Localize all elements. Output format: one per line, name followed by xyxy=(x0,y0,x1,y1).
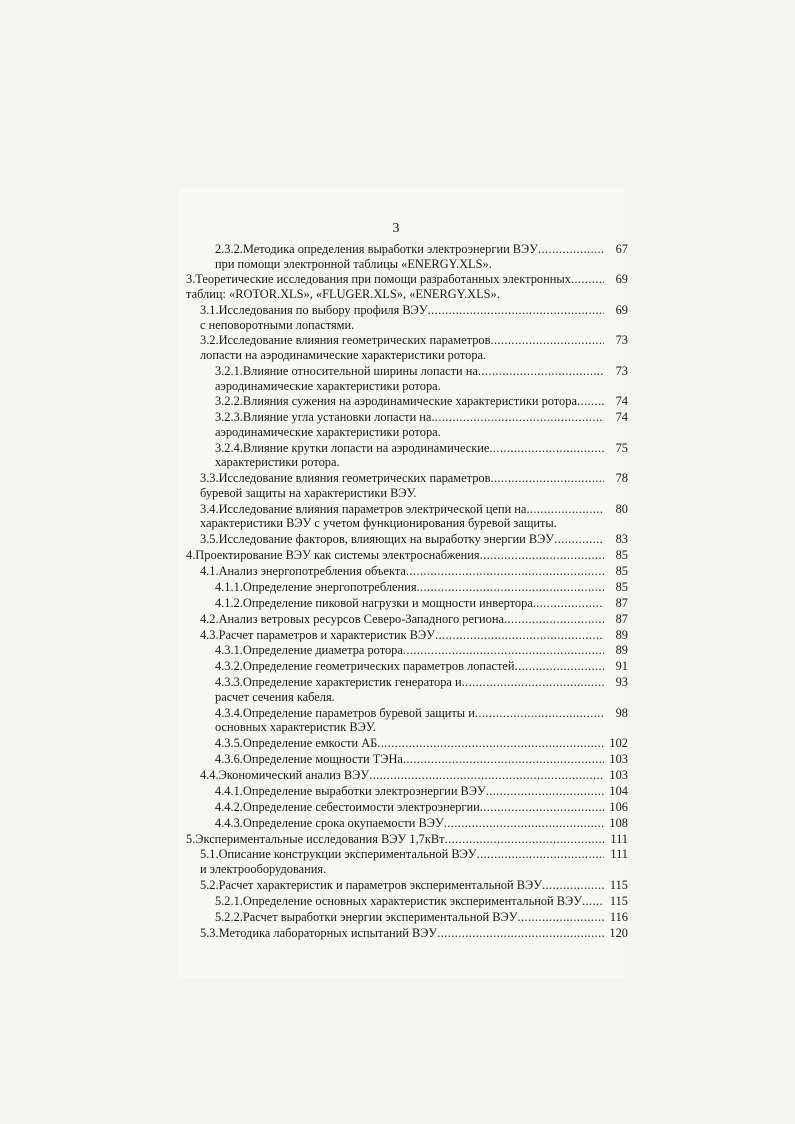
toc-entry-title: Экономический анализ ВЭУ xyxy=(218,768,370,783)
toc-entry-page: 111 xyxy=(610,847,628,862)
toc-entry-line xyxy=(182,706,636,721)
toc-entry xyxy=(182,832,636,847)
dot-leader xyxy=(478,364,604,379)
toc-entry-continuation: расчет сечения кабеля. xyxy=(215,689,335,704)
toc-entry-page: 67 xyxy=(615,242,628,256)
toc-entry-number: 4.3.2. xyxy=(215,659,243,674)
toc-entry-line xyxy=(182,675,636,690)
toc-entry-page: 85 xyxy=(615,564,628,579)
toc-entry-line xyxy=(182,659,636,674)
toc-entry-line xyxy=(182,394,636,409)
dot-leader xyxy=(403,643,604,658)
toc-entry-title: Исследование влияния геометрических параметров xyxy=(218,333,491,348)
dot-leader xyxy=(406,564,604,579)
toc-entry xyxy=(182,752,636,767)
toc-entry xyxy=(182,303,636,332)
toc-entry-line xyxy=(182,612,636,627)
toc-entry-page: 116 xyxy=(609,909,628,924)
dot-leader xyxy=(542,878,604,893)
toc-entry-line xyxy=(182,596,636,611)
toc-entry-page: 120 xyxy=(609,925,628,940)
toc-entry-line xyxy=(182,736,636,751)
toc-entry-line xyxy=(182,532,636,547)
toc-entry-number: 5. xyxy=(186,831,196,846)
toc-entry-title: Методика определения выработки электроэнергии ВЭУ xyxy=(242,242,539,256)
dot-leader xyxy=(533,596,604,611)
toc-entry-number: 4.2. xyxy=(200,611,219,626)
dot-leader xyxy=(582,894,604,909)
toc-entry xyxy=(182,394,636,409)
toc-entry-line xyxy=(182,784,636,799)
toc-entry-continuation: аэродинамические характеристики ротора. xyxy=(215,424,441,439)
toc-entry-number: 3.1. xyxy=(200,302,219,317)
toc-entry-page: 80 xyxy=(615,501,628,516)
toc-entry-line xyxy=(182,816,636,831)
dot-leader xyxy=(437,926,604,941)
dot-leader xyxy=(571,272,604,287)
toc-entry-continuation: основных характеристик ВЭУ. xyxy=(215,720,376,735)
toc-entry-line xyxy=(182,364,636,379)
toc-entry-continuation: аэродинамические характеристики ротора. xyxy=(215,378,441,393)
toc-entry-line xyxy=(182,878,636,893)
toc-entry-title: Исследование влияния параметров электрической цепи на xyxy=(218,501,527,516)
toc-entry-number: 3.2. xyxy=(200,333,219,348)
dot-leader xyxy=(517,910,604,925)
toc-entry-line xyxy=(182,752,636,767)
dot-leader xyxy=(444,816,604,831)
toc-entry-page: 89 xyxy=(615,643,628,658)
dot-leader xyxy=(490,471,604,486)
toc-entry-page: 115 xyxy=(609,893,628,908)
toc-entry-number: 5.2.2. xyxy=(215,909,243,924)
toc-entry xyxy=(182,784,636,799)
toc-entry-number: 3.4. xyxy=(200,501,219,516)
toc-entry-page: 74 xyxy=(615,410,628,425)
toc-entry-page: 69 xyxy=(615,302,628,317)
toc-entry-number: 5.2. xyxy=(200,877,219,892)
toc-entry-page: 85 xyxy=(615,579,628,594)
toc-entry xyxy=(182,548,636,563)
toc-entry-title: Определение характеристик генератора и xyxy=(242,675,462,690)
toc-entry-title: Определение пиковой нагрузки и мощности инвертора xyxy=(242,595,533,610)
toc-entry-title: Определение мощности ТЭНа xyxy=(242,752,403,767)
toc-entry-number: 3. xyxy=(186,272,196,287)
dot-leader xyxy=(445,832,604,847)
toc-entry-title: Расчет выработки энергии экспериментальной ВЭУ xyxy=(242,909,518,924)
dot-leader xyxy=(504,612,604,627)
toc-entry-number: 4.3.3. xyxy=(215,675,243,690)
dot-leader xyxy=(486,784,604,799)
toc-entry xyxy=(182,659,636,674)
toc-entry-title: Исследование влияния геометрических параметров xyxy=(218,471,491,486)
toc-entry xyxy=(182,643,636,658)
dot-leader xyxy=(435,628,604,643)
toc-entry-line xyxy=(182,643,636,658)
toc-entry-page: 115 xyxy=(609,877,628,892)
toc-entry-number: 3.2.3. xyxy=(215,410,243,425)
toc-entry xyxy=(182,596,636,611)
toc-entry-line xyxy=(182,800,636,815)
toc-entry-number: 4. xyxy=(186,548,196,563)
toc-entry-title: Определение емкости АБ xyxy=(242,736,378,751)
toc-entry-line xyxy=(182,303,636,318)
toc-entry-page: 106 xyxy=(609,799,628,814)
dot-leader xyxy=(403,752,604,767)
toc-entry xyxy=(182,612,636,627)
toc-entry xyxy=(182,272,636,301)
toc-entry xyxy=(182,847,636,876)
toc-entry xyxy=(182,910,636,925)
toc-entry-page: 85 xyxy=(615,548,628,563)
toc-entry-title: Определение энергопотребления xyxy=(242,579,417,594)
toc-entry-number: 5.2.1. xyxy=(215,893,243,908)
toc-entry-title: Исследования по выбору профиля ВЭУ xyxy=(218,302,428,317)
toc-entry-line xyxy=(182,548,636,563)
toc-entry-page: 103 xyxy=(609,752,628,767)
toc-entry-number: 5.1. xyxy=(200,847,219,862)
toc-entry-title: Влияние крутки лопасти на аэродинамические xyxy=(242,440,490,455)
dot-leader xyxy=(515,659,604,674)
dot-leader xyxy=(526,502,604,517)
toc-entry xyxy=(182,768,636,783)
toc-entry xyxy=(182,242,636,271)
toc-entry-line xyxy=(182,333,636,348)
toc-entry-continuation: характеристики ротора. xyxy=(215,455,340,470)
toc-entry-line xyxy=(182,502,636,517)
toc-entry-line xyxy=(182,926,636,941)
toc-entry xyxy=(182,410,636,439)
toc-entry-title: Определение основных характеристик экспериментальной ВЭУ xyxy=(242,893,582,908)
toc-entry-number: 3.2.1. xyxy=(215,363,243,378)
toc-entry-number: 5.3. xyxy=(200,925,219,940)
toc-entry-page: 104 xyxy=(609,783,628,798)
toc-entry-number: 4.3. xyxy=(200,627,219,642)
toc-entry-line xyxy=(182,242,636,257)
dot-leader xyxy=(428,303,604,318)
toc-entry-page: 87 xyxy=(615,595,628,610)
toc-entry-page: 73 xyxy=(615,363,628,378)
toc-entry-title: Расчет параметров и характеристик ВЭУ xyxy=(218,627,435,642)
toc-entry-title: Теоретические исследования при помощи разработанных электронных xyxy=(195,272,571,287)
toc-entry xyxy=(182,800,636,815)
toc-entry-number: 3.5. xyxy=(200,532,219,547)
toc-entry-title: Описание конструкции экспериментальной ВЭУ xyxy=(218,847,477,862)
toc-entry xyxy=(182,364,636,393)
toc-entry-line xyxy=(182,441,636,456)
toc-entry-line xyxy=(182,910,636,925)
toc-entry-page: 74 xyxy=(615,394,628,409)
toc-entry-page: 87 xyxy=(615,611,628,626)
toc-entry-continuation: и электрооборудования. xyxy=(200,862,327,877)
toc-entry-number: 4.4. xyxy=(200,768,219,783)
toc-entry-page: 69 xyxy=(615,272,628,287)
toc-entry-page: 78 xyxy=(615,471,628,486)
toc-entry-line xyxy=(182,580,636,595)
toc-entry-number: 4.1. xyxy=(200,564,219,579)
dot-leader xyxy=(477,847,604,862)
toc-entry-page: 91 xyxy=(615,659,628,674)
toc-entry-title: Проектирование ВЭУ как системы электроснабжения xyxy=(195,548,480,563)
dot-leader xyxy=(554,532,604,547)
toc-entry-number: 2.3.2. xyxy=(215,242,243,256)
toc-entry-continuation: характеристики ВЭУ с учетом функционирования буревой защиты. xyxy=(200,516,557,531)
toc-entry xyxy=(182,532,636,547)
toc-entry-page: 111 xyxy=(610,831,628,846)
toc-entry-title: Определение диаметра ротора xyxy=(242,643,403,658)
toc-entry-title: Анализ ветровых ресурсов Северо-Западного региона xyxy=(218,611,504,626)
toc-entry xyxy=(182,706,636,735)
toc-entry-page: 93 xyxy=(615,675,628,690)
toc-entry-number: 3.2.2. xyxy=(215,394,243,409)
dot-leader xyxy=(538,242,604,257)
toc-entry-page: 73 xyxy=(615,333,628,348)
toc-entry-number: 4.3.6. xyxy=(215,752,243,767)
toc-entry xyxy=(182,675,636,704)
toc-entry-page: 103 xyxy=(609,768,628,783)
table-of-contents xyxy=(182,242,636,942)
toc-entry xyxy=(182,736,636,751)
toc-entry-title: Экспериментальные исследования ВЭУ 1,7кВт xyxy=(195,831,445,846)
toc-entry xyxy=(182,926,636,941)
dot-leader xyxy=(490,333,604,348)
toc-entry-number: 4.4.2. xyxy=(215,799,243,814)
toc-entry-title: Анализ энергопотребления объекта xyxy=(218,564,406,579)
toc-entry-page: 98 xyxy=(615,705,628,720)
toc-entry-page: 75 xyxy=(615,440,628,455)
toc-entry-title: Определение геометрических параметров лопастей xyxy=(242,659,515,674)
toc-entry-title: Влияние относительной ширины лопасти на xyxy=(242,363,478,378)
toc-entry xyxy=(182,580,636,595)
toc-entry xyxy=(182,878,636,893)
dot-leader xyxy=(480,800,604,815)
toc-entry xyxy=(182,564,636,579)
dot-leader xyxy=(475,706,604,721)
toc-entry-line xyxy=(182,471,636,486)
toc-entry-page: 102 xyxy=(609,736,628,751)
dot-leader xyxy=(480,548,604,563)
dot-leader xyxy=(462,675,604,690)
toc-entry-title: Определение выработки электроэнергии ВЭУ xyxy=(242,783,486,798)
toc-entry-number: 4.3.5. xyxy=(215,736,243,751)
toc-entry-title: Влияния сужения на аэродинамические характеристики ротора xyxy=(242,394,577,409)
dot-leader xyxy=(577,394,604,409)
toc-entry-title: Исследование факторов, влияющих на выработку энергии ВЭУ xyxy=(218,532,555,547)
toc-entry-title: Определение параметров буревой защиты и xyxy=(242,705,475,720)
toc-entry xyxy=(182,816,636,831)
toc-entry-title: Определение себестоимости электроэнергии xyxy=(242,799,480,814)
toc-entry-line xyxy=(182,894,636,909)
toc-entry-title: Определение срока окупаемости ВЭУ xyxy=(242,815,444,830)
toc-entry-line xyxy=(182,768,636,783)
toc-entry-continuation: при помощи электронной таблицы «ENERGY.XLS». xyxy=(215,256,492,271)
toc-entry-continuation: буревой защиты на характеристики ВЭУ. xyxy=(200,485,417,500)
toc-entry xyxy=(182,333,636,362)
toc-entry-title: Влияние угла установки лопасти на xyxy=(242,410,432,425)
toc-entry xyxy=(182,628,636,643)
toc-entry-number: 3.2.4. xyxy=(215,440,243,455)
toc-entry-page: 83 xyxy=(615,532,628,547)
toc-entry-number: 4.3.1. xyxy=(215,643,243,658)
dot-leader xyxy=(369,768,604,783)
toc-entry-line xyxy=(182,564,636,579)
toc-entry-line xyxy=(182,832,636,847)
toc-entry xyxy=(182,502,636,531)
toc-entry-continuation: лопасти на аэродинамические характеристики ротора. xyxy=(200,348,487,363)
toc-entry-number: 4.3.4. xyxy=(215,705,243,720)
dot-leader xyxy=(489,441,604,456)
toc-entry-continuation: с неповоротными лопастями. xyxy=(200,317,355,332)
toc-entry xyxy=(182,471,636,500)
page-number: 3 xyxy=(392,221,400,236)
dot-leader xyxy=(417,580,604,595)
toc-entry-line xyxy=(182,410,636,425)
dot-leader xyxy=(431,410,604,425)
toc-entry xyxy=(182,894,636,909)
toc-entry-page: 89 xyxy=(615,627,628,642)
toc-entry-number: 4.1.1. xyxy=(215,579,243,594)
toc-entry-line xyxy=(182,628,636,643)
dot-leader xyxy=(377,736,604,751)
toc-entry-number: 4.1.2. xyxy=(215,595,243,610)
toc-entry-line xyxy=(182,847,636,862)
toc-entry-title: Методика лабораторных испытаний ВЭУ xyxy=(218,925,438,940)
toc-entry-continuation: таблиц: «ROTOR.XLS», «FLUGER.XLS», «ENERGY.XLS». xyxy=(186,287,500,302)
toc-entry-number: 3.3. xyxy=(200,471,219,486)
toc-entry-page: 108 xyxy=(609,815,628,830)
toc-entry-number: 4.4.1. xyxy=(215,783,243,798)
toc-entry-number: 4.4.3. xyxy=(215,815,243,830)
toc-entry xyxy=(182,441,636,470)
toc-entry-title: Расчет характеристик и параметров экспериментальной ВЭУ xyxy=(218,877,543,892)
toc-entry-line xyxy=(182,272,636,287)
